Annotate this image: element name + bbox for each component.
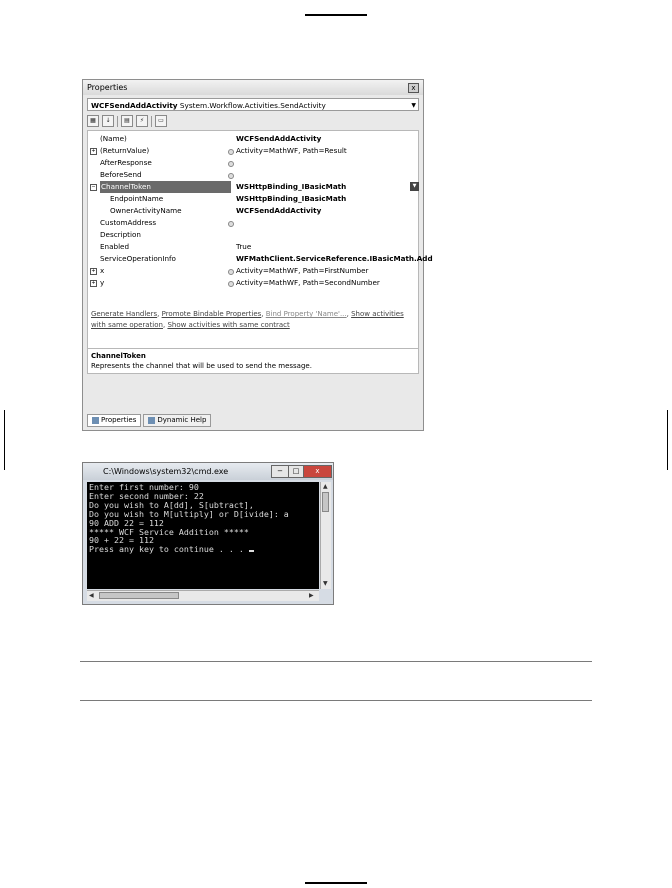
tab-properties-label: Properties [101,416,137,424]
property-value[interactable]: Activity=MathWF, Path=SecondNumber [236,278,380,287]
show-same-contract-link[interactable]: Show activities with same contract [167,321,290,329]
bind-indicator-icon[interactable] [228,161,234,167]
expand-icon[interactable]: + [91,280,96,286]
property-name: ServiceOperationInfo [100,254,176,263]
page-bottom-rule [305,882,367,884]
properties-tabs [87,414,211,427]
properties-window [82,79,433,431]
horizontal-scroll-thumb[interactable] [99,592,179,599]
property-name: AfterResponse [100,158,152,167]
property-pages-icon[interactable]: ▭ [155,115,167,127]
show-same-operation-link[interactable]: Show activities with same operation [91,310,404,329]
properties-icon[interactable]: ▤ [121,115,133,127]
property-row[interactable] [88,229,418,241]
scroll-down-icon[interactable]: ▼ [323,580,328,587]
console-cursor [249,550,254,552]
console-line: 90 + 22 = 112 [89,535,154,546]
divider-line [80,700,592,701]
property-row[interactable] [88,241,418,253]
maximize-button[interactable]: □ [288,465,304,478]
console-line: Enter first number: 90 [89,482,199,492]
close-icon[interactable]: x [408,83,419,93]
bind-indicator-icon[interactable] [228,281,234,287]
property-value[interactable]: WSHttpBinding_IBasicMath [236,182,347,191]
bind-indicator-icon[interactable] [228,221,234,227]
property-name: BeforeSend [100,170,142,179]
close-button[interactable]: x [303,465,332,478]
collapse-icon[interactable]: − [91,184,96,190]
console-line: Enter second number: 22 [89,490,204,501]
console-line: ***** WCF Service Addition ***** [89,526,249,537]
page-top-rule [305,14,367,16]
horizontal-scrollbar[interactable] [87,590,319,601]
divider-line [80,661,592,662]
chevron-down-icon[interactable]: ▼ [410,182,419,191]
minimize-button[interactable]: − [271,465,289,478]
property-row[interactable] [88,181,418,193]
property-name: OwnerActivityName [110,206,182,215]
property-row[interactable] [88,133,418,145]
console-line: Press any key to continue . . . [89,545,317,554]
property-value[interactable]: WFMathClient.ServiceReference.IBasicMath.Add [236,254,433,263]
tab-dynamic-help[interactable] [143,414,211,427]
object-name: WCFSendAddActivity [91,101,178,110]
chevron-down-icon[interactable]: ▼ [411,102,416,109]
cmd-window [82,462,334,605]
property-value[interactable]: True [236,242,252,251]
property-value[interactable]: Activity=MathWF, Path=Result [236,146,347,155]
description-text: Represents the channel that will be used to send the message. [91,362,312,370]
property-name: x [100,266,105,275]
vertical-scroll-thumb[interactable] [322,492,329,512]
bind-indicator-icon[interactable] [228,173,234,179]
vertical-scrollbar[interactable] [320,482,331,589]
scroll-right-icon[interactable]: ▶ [309,592,314,599]
properties-toolbar [87,114,167,128]
property-row[interactable] [88,157,418,169]
help-tab-icon [148,417,155,424]
right-margin-mark [667,410,668,470]
properties-title: Properties [83,80,423,95]
property-value[interactable]: Activity=MathWF, Path=FirstNumber [236,266,369,275]
property-name: Description [100,230,141,239]
property-name: y [100,278,105,287]
scroll-left-icon[interactable]: ◀ [89,592,94,599]
property-row[interactable] [88,277,418,289]
property-row[interactable] [88,205,418,217]
console-line: Do you wish to A[dd], S[ubtract], [89,499,254,510]
properties-tab-icon [92,417,99,424]
toolbar-separator [151,116,152,127]
bind-indicator-icon[interactable] [228,149,234,155]
property-name: CustomAddress [100,218,157,227]
property-value[interactable]: WCFSendAddActivity [236,206,322,215]
property-row[interactable] [88,265,418,277]
alphabetical-icon[interactable]: ↓ [102,115,114,127]
property-name: (ReturnValue) [100,146,150,155]
cmd-title: C:\Windows\system32\cmd.exe [83,463,333,480]
left-margin-mark [4,410,5,470]
commands-pane: Generate Handlers, Promote Bindable Properties, Bind Property 'Name'..., Show activities with same operation, Show activities with same contract [91,310,404,329]
property-value[interactable]: WCFSendAddActivity [236,134,322,143]
bind-indicator-icon[interactable] [228,269,234,275]
scroll-up-icon[interactable]: ▲ [323,483,328,490]
property-row[interactable] [88,193,418,205]
tab-properties[interactable] [87,414,141,427]
property-name: EndpointName [110,194,164,203]
events-icon[interactable]: ⚡ [136,115,148,127]
expand-icon[interactable]: + [91,268,96,274]
property-value[interactable]: WSHttpBinding_IBasicMath [236,194,347,203]
console-output[interactable] [87,482,319,589]
property-row[interactable] [88,169,418,181]
object-type: System.Workflow.Activities.SendActivity [179,101,326,110]
property-row[interactable] [88,253,433,265]
property-name: (Name) [100,134,127,143]
categorized-icon[interactable]: ▦ [87,115,99,127]
toolbar-separator [117,116,118,127]
bind-property-link[interactable]: Bind Property 'Name'... [265,310,347,318]
description-title: ChannelToken [91,352,146,360]
object-selector[interactable] [87,98,419,111]
property-name: ChannelToken [100,181,231,193]
property-name: Enabled [100,242,130,251]
console-line: Do you wish to M[ultiply] or D[ivide]: a [89,508,289,519]
promote-bindable-link[interactable]: Promote Bindable Properties [161,310,262,318]
expand-icon[interactable]: + [91,148,96,154]
property-row[interactable] [88,217,418,229]
tab-dynamic-help-label: Dynamic Help [157,416,207,424]
description-pane [87,348,419,403]
property-row[interactable] [88,145,418,157]
generate-handlers-link[interactable]: Generate Handlers [91,310,158,318]
console-line: 90 ADD 22 = 112 [89,517,164,528]
